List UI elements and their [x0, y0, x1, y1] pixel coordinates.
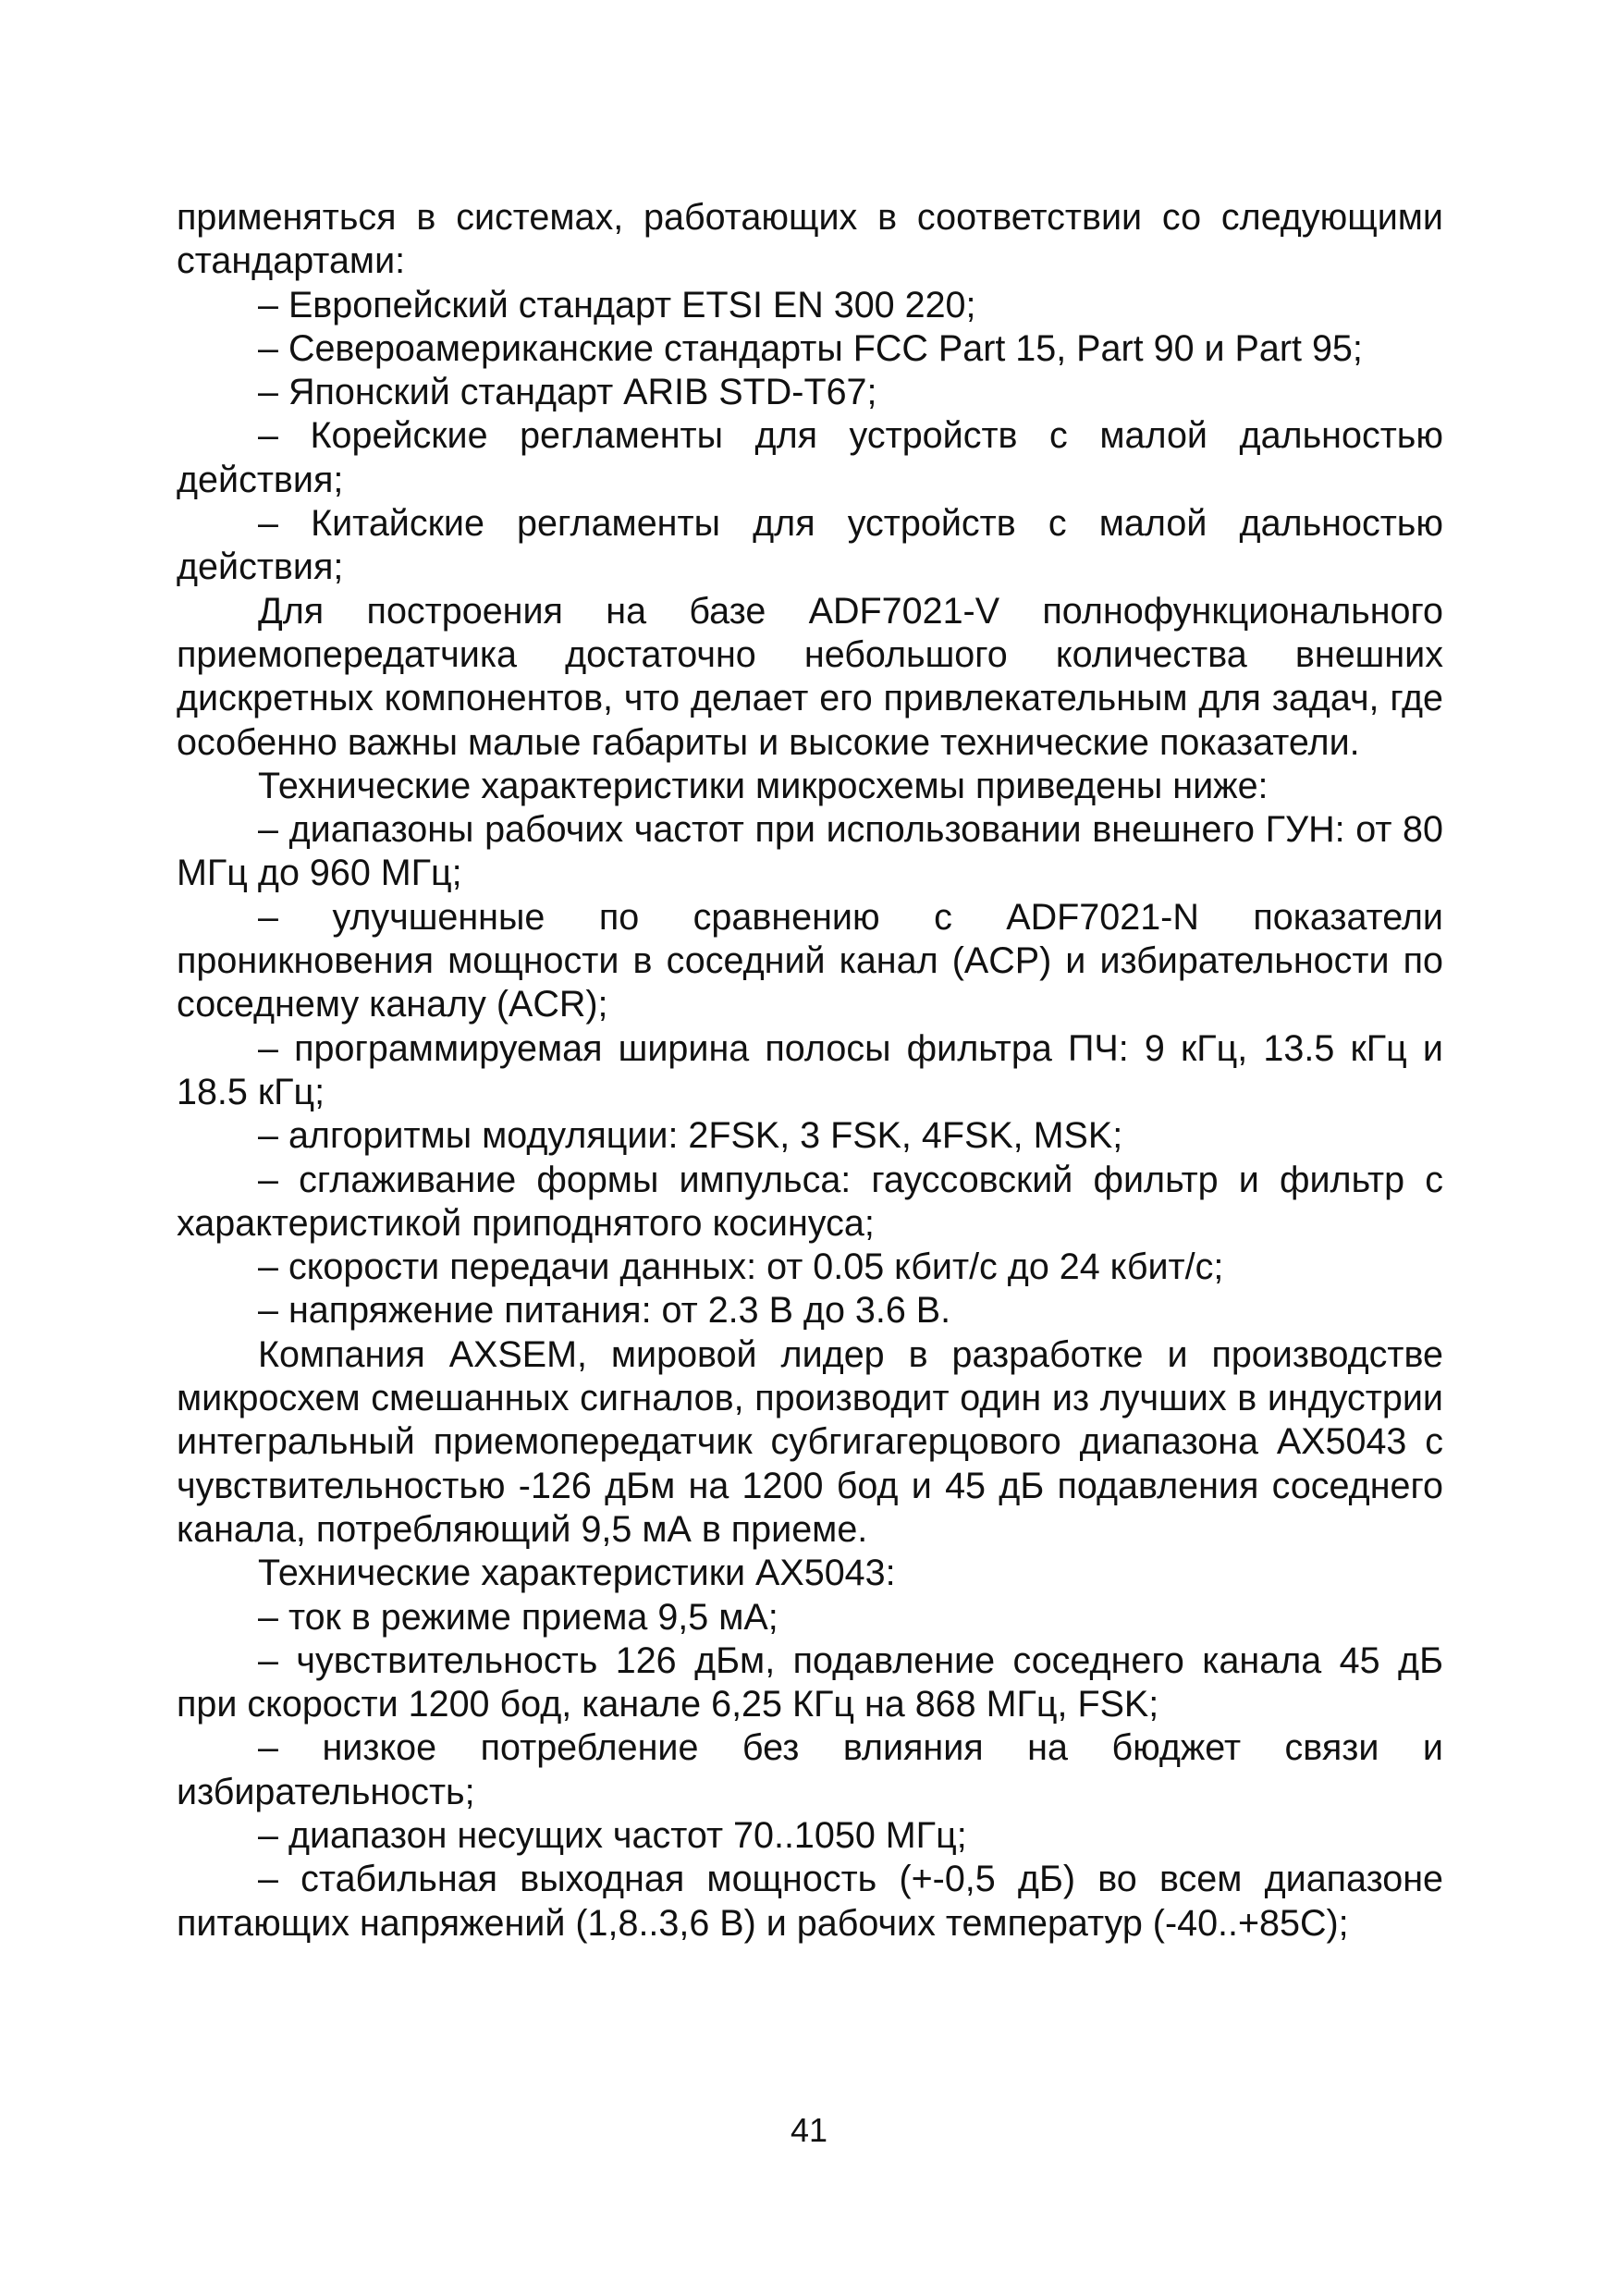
page-body	[177, 196, 1443, 1946]
list-item-fcc: – Североамериканские стандарты FCC Part 15, Part 90 и Part 95;	[258, 327, 1363, 369]
list-item-china: – Китайские регламенты для устройств с малой дальностью действия;	[177, 503, 1443, 588]
list-item-sensitivity: – чувствительность 126 дБм, подавление соседнего канала 45 дБ при скорости 1200 бод, канале 6,25 КГц на 868 МГц, FSK;	[177, 1639, 1443, 1725]
list-item-modulation: – алгоритмы модуляции: 2FSK, 3 FSK, 4FSK, MSK;	[258, 1115, 1123, 1157]
list-item-korea: – Корейские регламенты для устройств с малой дальностью действия;	[177, 415, 1443, 500]
list-item-if-bandwidth: – программируемая ширина полосы фильтра ПЧ: 9 кГц, 13.5 кГц и 18.5 кГц;	[177, 1027, 1443, 1112]
page-number: 41	[790, 2111, 828, 2149]
paragraph-intro: применяться в системах, работающих в соответствии со следующими стандартами:	[177, 197, 1443, 282]
list-item-data-rates: – скорости передачи данных: от 0.05 кбит/с до 24 кбит/с;	[258, 1246, 1224, 1288]
list-item-pulse-shaping: – сглаживание формы импульса: гауссовский фильтр и фильтр с характеристикой приподнятого косинуса;	[177, 1159, 1443, 1244]
list-item-rx-current: – ток в режиме приема 9,5 мА;	[258, 1596, 778, 1638]
list-item-acp-acr: – улучшенные по сравнению с ADF7021-N показатели проникновения мощности в соседний канал (ACP) и избирательности по соседнему каналу (ACR);	[177, 896, 1443, 1025]
list-item-low-consumption: – низкое потребление без влияния на бюджет связи и избирательность;	[177, 1727, 1443, 1812]
list-item-carrier-range: – диапазон несущих частот 70..1050 МГц;	[258, 1814, 967, 1856]
list-item-output-power: – стабильная выходная мощность (+-0,5 дБ) во всем диапазоне питающих напряжений (1,8..3,6 В) и рабочих температур (-40..+85С);	[177, 1859, 1443, 1944]
paragraph-adf7021v: Для построения на базе ADF7021-V полнофункционального приемопередатчика достаточно небольшого количества внешних дискретных компонентов, что делает его привлекательным для задач, где особенно важны малые габариты и высокие технические показатели.	[177, 590, 1443, 763]
list-item-etsi: – Европейский стандарт ETSI EN 300 220;	[258, 284, 976, 325]
list-item-arib: – Японский стандарт ARIB STD-T67;	[258, 372, 877, 413]
paragraph-axsem: Компания AXSEM, мировой лидер в разработке и производстве микросхем смешанных сигналов, производит один из лучших в индустрии интегральный приемопередатчик субгигагерцового диапазона AX5043 с чувствительностью -126 дБм на 1200 бод и 45 дБ подавления соседнего канала, потребляющий 9,5 мА в приеме.	[177, 1333, 1443, 1550]
paragraph-specs-heading: Технические характеристики микросхемы приведены ниже:	[258, 765, 1269, 806]
paragraph-ax5043-heading: Технические характеристики AX5043:	[258, 1553, 896, 1594]
list-item-frequency-range: – диапазоны рабочих частот при использовании внешнего ГУН: от 80 МГц до 960 МГц;	[177, 809, 1443, 894]
list-item-supply-voltage: – напряжение питания: от 2.3 В до 3.6 В.	[258, 1290, 951, 1332]
